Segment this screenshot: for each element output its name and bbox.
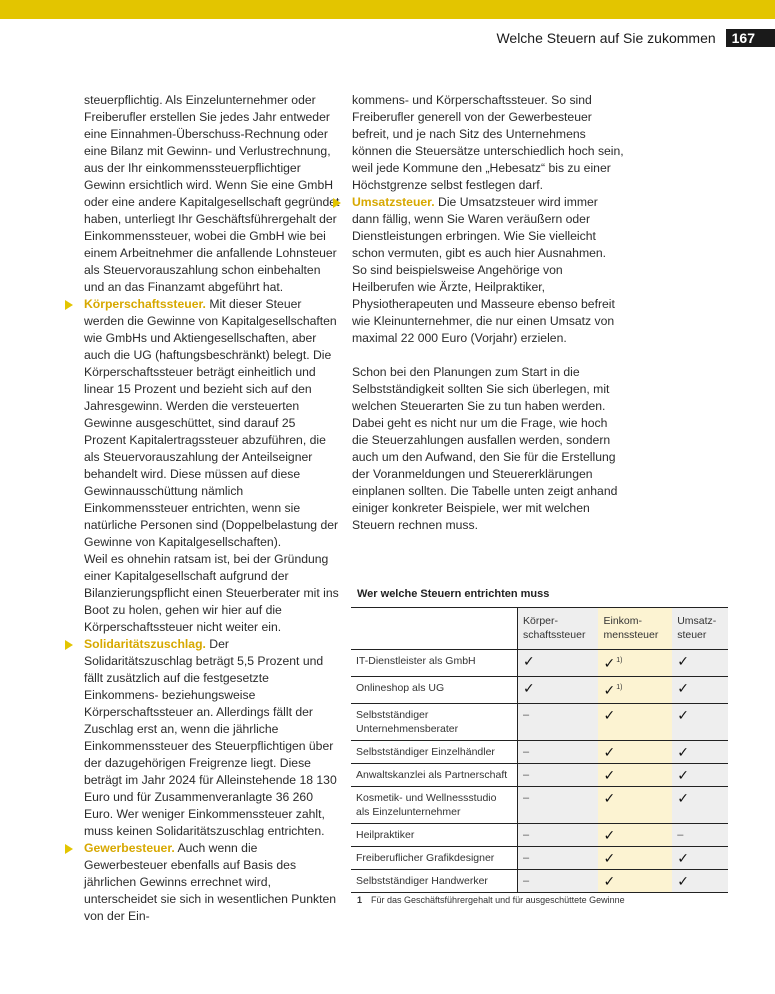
table-row <box>351 824 728 847</box>
cell-umsatzsteuer: ✓ <box>672 677 728 704</box>
tax-table <box>351 607 728 893</box>
header-empty <box>351 608 518 650</box>
bullet-text: Der Solidaritätszuschlag beträgt 5,5 Prozent und fällt zusätzlich auf die festgesetzte Einkommens- beziehungsweise Körperschaftssteuer an. Allerdings fällt der Zuschlag erst an, wenn die jährliche Einkommenssteuer des Steuerpflichtigen über der dazugehörigen Freigrenze liegt. Diese beträgt im Jahr 2024 für Alleinstehende 18 130 Euro und für Zusammenveranlagte 36 260 Euro. Wer weniger Einkommenssteuer zahlt, muss keinen Solidaritätszuschlag entrichten. <box>84 637 337 838</box>
bullet-text: Die Umsatzsteuer wird immer dann fällig, wenn Sie Waren veräußern oder Dienstleistungen erbringen. Wie Sie vielleicht schon vermuten, gibt es auch hier Ausnahmen. So sind beispielsweise Angehörige von Heilberufen wie Ärzte, Heilpraktiker, Physiotherapeuten und Masseure ebenso befreit wie Kleinunternehmer, die nur einen Umsatz von maximal 22 000 Euro (Vorjahr) erzielen. <box>352 195 615 345</box>
cell-koerperschaftssteuer: – <box>518 847 599 870</box>
cell-einkommenssteuer: ✓ <box>598 704 672 741</box>
cell-umsatzsteuer: ✓ <box>672 741 728 764</box>
cell-umsatzsteuer: ✓ <box>672 870 728 893</box>
row-label: Selbstständiger Einzelhändler <box>351 741 518 764</box>
cell-einkommenssteuer: ✓ <box>598 824 672 847</box>
cell-koerperschaftssteuer: – <box>518 824 599 847</box>
paragraph-continuation: kommens- und Körperschaftssteuer. So sind Freiberufler generell von der Gewerbesteuer befreit, und je nach Sitz des Unternehmens können die Steuersätze unterschiedlich hoch sein, weil jede Kommune den „Hebesatz“ bis zu einer Höchstgrenze selbst festlegen darf. <box>352 93 624 192</box>
footnote-marker: 1) <box>616 657 623 664</box>
text-column-right <box>352 92 624 534</box>
row-label: Selbstständiger Unternehmensberater <box>351 704 518 741</box>
cell-einkommenssteuer: ✓ <box>598 764 672 787</box>
table-row <box>351 650 728 677</box>
page-number: 167 <box>726 29 775 47</box>
term-solidaritaetszuschlag: Solidaritätszuschlag. <box>84 637 206 651</box>
bullet-arrow-icon <box>65 300 73 310</box>
cell-umsatzsteuer: ✓ <box>672 787 728 824</box>
row-label: Onlineshop als UG <box>351 677 518 704</box>
cell-umsatzsteuer: ✓ <box>672 764 728 787</box>
table-footnote <box>357 895 625 905</box>
table-row <box>351 704 728 741</box>
bullet-arrow-icon <box>65 844 73 854</box>
bullet-gewerbesteuer <box>84 840 340 925</box>
cell-umsatzsteuer: ✓ <box>672 650 728 677</box>
table-row <box>351 870 728 893</box>
bullet-arrow-icon <box>65 640 73 650</box>
footnote-marker: 1) <box>616 684 623 691</box>
row-label: Heilpraktiker <box>351 824 518 847</box>
cell-koerperschaftssteuer: – <box>518 870 599 893</box>
table-row <box>351 847 728 870</box>
row-label: Anwaltskanzlei als Partnerschaft <box>351 764 518 787</box>
cell-koerperschaftssteuer: ✓ <box>518 677 599 704</box>
cell-koerperschaftssteuer: – <box>518 764 599 787</box>
bullet-arrow-icon <box>333 198 341 208</box>
cell-einkommenssteuer: ✓ <box>603 655 616 671</box>
table-header-row <box>351 608 728 650</box>
row-label: Freiberuflicher Grafikdesigner <box>351 847 518 870</box>
bullet-umsatzsteuer <box>352 194 624 347</box>
cell-einkommenssteuer: ✓ <box>598 787 672 824</box>
paragraph-planning: Schon bei den Planungen zum Start in die Selbstständigkeit sollten Sie sich überlegen, mit welchen Steuerarten Sie zu tun haben werden. Dabei geht es nicht nur um die Frage, wie hoch die Steuerzahlungen ausfallen werden, sondern auch um den Aufwand, den Sie für die Erstellung der Voranmeldungen und Steuererklärungen einplanen sollten. Die Tabelle unten zeigt anhand einiger konkreter Beispiele, wer mit welchen Steuern rechnen muss. <box>352 365 618 532</box>
table-row <box>351 677 728 704</box>
table-title: Wer welche Steuern entrichten muss <box>357 588 550 600</box>
cell-umsatzsteuer: ✓ <box>672 704 728 741</box>
header-einkommenssteuer: Einkom-menssteuer <box>598 608 672 650</box>
cell-koerperschaftssteuer: ✓ <box>518 650 599 677</box>
cell-koerperschaftssteuer: – <box>518 787 599 824</box>
bullet-koerperschaftssteuer <box>84 296 340 551</box>
table-row <box>351 764 728 787</box>
paragraph-koerperschaft-note: Weil es ohnehin ratsam ist, bei der Gründung einer Kapitalgesellschaft aufgrund der Bilanzierungspflicht einen Steuerberater mit ins Boot zu holen, gehen wir hier auf die Körperschaftssteuer nicht weiter ein. <box>84 552 339 634</box>
running-header-title: Welche Steuern auf Sie zukommen <box>496 30 716 46</box>
table-row <box>351 741 728 764</box>
cell-koerperschaftssteuer: – <box>518 741 599 764</box>
cell-umsatzsteuer: ✓ <box>672 847 728 870</box>
running-header <box>496 29 775 47</box>
bullet-text: Mit dieser Steuer werden die Gewinne von Kapitalgesellschaften wie GmbHs und Aktiengesellschaften, aber auch die UG (haftungsbeschränkt) belegt. Die Körperschaftssteuer beträgt einheitlich und linear 15 Prozent und bezieht sich auf den Jahresgewinn. Werden die versteuerten Gewinne ausgeschüttet, sind darauf 25 Prozent Kapitalertragssteuer abzuführen, die als Steuervorauszahlung der Anteilseigner behandelt wird. Diese müssen auf diese Gewinnausschüttung nämlich Einkommenssteuer entrichten, wenn sie natürliche Personen sind (Doppelbelastung der Gewinne von Kapitalgesellschaften). <box>84 297 339 549</box>
header-umsatzsteuer: Umsatz-steuer <box>672 608 728 650</box>
cell-einkommenssteuer: ✓ <box>598 847 672 870</box>
top-color-bar <box>0 0 775 19</box>
term-umsatzsteuer: Umsatzsteuer. <box>352 195 435 209</box>
footnote-number: 1 <box>357 895 363 905</box>
row-label: IT-Dienstleister als GmbH <box>351 650 518 677</box>
paragraph-intro: steuerpflichtig. Als Einzelunternehmer oder Freiberufler erstellen Sie jedes Jahr entweder eine Einnahmen-Überschuss-Rechnung oder eine Bilanz mit Gewinn- und Verlustrechnung, aus der Ihr einkommenssteuerpflichtiger Gewinn ersichtlich wird. Wenn Sie eine GmbH oder eine andere Kapitalgesellschaft gegründet haben, unterliegt Ihr Geschäftsführergehalt der Einkommenssteuer, wobei die GmbH wie bei einem Arbeitnehmer die anfallende Lohnsteuer als Steuervorauszahlung schon einbehalten und an das Finanzamt abgeführt hat. <box>84 93 340 294</box>
term-gewerbesteuer: Gewerbesteuer. <box>84 841 175 855</box>
cell-einkommenssteuer: ✓ <box>603 682 616 698</box>
footnote-text: Für das Geschäftsführergehalt und für ausgeschüttete Gewinne <box>371 895 625 905</box>
row-label: Kosmetik- und Wellnessstudio als Einzelunternehmer <box>351 787 518 824</box>
cell-einkommenssteuer: ✓ <box>598 741 672 764</box>
row-label: Selbstständiger Handwerker <box>351 870 518 893</box>
term-koerperschaftssteuer: Körperschaftssteuer. <box>84 297 206 311</box>
bullet-text: Auch wenn die Gewerbesteuer ebenfalls auf Basis des jährlichen Gewinns errechnet wird, unterscheidet sie sich in wesentlichen Punkten von der Ein- <box>84 841 337 923</box>
cell-umsatzsteuer: – <box>672 824 728 847</box>
table-row <box>351 787 728 824</box>
cell-koerperschaftssteuer: – <box>518 704 599 741</box>
bullet-solidaritaetszuschlag <box>84 636 340 840</box>
header-koerperschaftssteuer: Körper-schaftssteuer <box>518 608 599 650</box>
cell-einkommenssteuer: ✓ <box>598 870 672 893</box>
text-column-left <box>84 92 340 925</box>
